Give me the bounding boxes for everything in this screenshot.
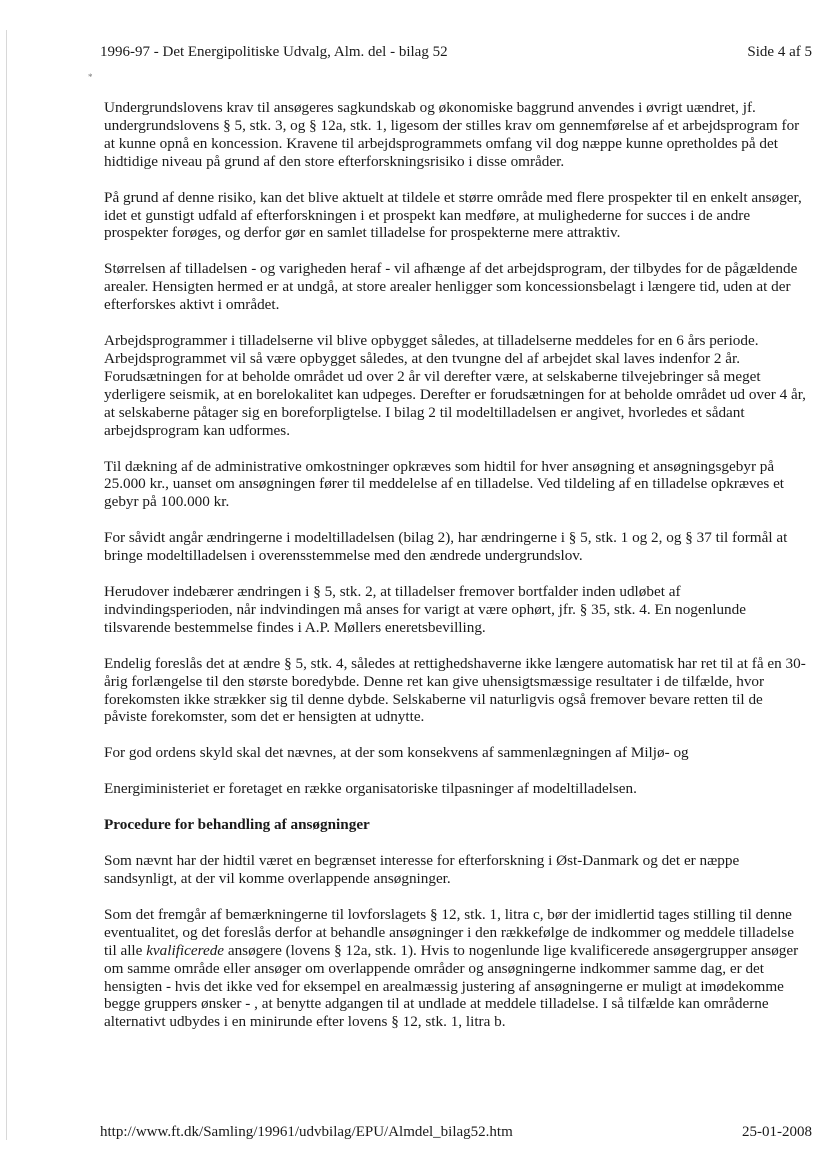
section-paragraph-2-part-2: ansøgere (lovens § 12a, stk. 1). Hvis to nogenlunde lige kvalificerede ansøgergrupper ansøger om samme område eller ansøger om overlappende områder og ansøgningerne indkommer samme dag, er det hensigten - hvis det ikke ved for eksempel en arealmæssig justering af ansøgningerne er muligt at imødekomme begge gruppers ønsker - , at benytte adgangen til at undlade at meddele tilladelse. I så tilfælde kan områderne alternativt udbydes i en minirunde efter lovens § 12, stk. 1, litra b. [104,941,799,1031]
paragraph-8: Endelig foreslås det at ændre § 5, stk. 4, således at rettighedshaverne ikke længere automatisk har ret til at få en 30-årig forlængelse til den største boredybde. Denne ret kan give uhensigtsmæssige resultater i de tilfælde, hvor forekomsten ikke strækker sig til denne dybde. Selskaberne vil naturligvis også fremover bevare retten til de påviste forekomster, som det er hensigten at udnytte. [104,654,806,726]
paragraph-2: På grund af denne risiko, kan det blive aktuelt at tildele et større område med flere prospekter til en enkelt ansøger, idet et gunstigt udfald af efterforskningen i et prospekt kan medføre, at mulighederne for succes i de andre prospekter forøges, og derfor gør en samlet tilladelse for prospekterne mere attraktiv. [104,188,802,242]
page-footer [100,1124,812,1144]
scan-speck: * [88,72,93,82]
paragraph-6: For såvidt angår ændringerne i modeltilladelsen (bilag 2), har ændringerne i § 5, stk. 1 og 2, og § 37 til formål at bringe modeltilladelsen i overensstemmelse med den ændrede undergrundslov. [104,529,788,565]
paragraph-1: Undergrundslovens krav til ansøgeres sagkundskab og økonomiske baggrund anvendes i øvrigt uændret, jf. undergrundslovens § 5, stk. 3, og § 12a, stk. 1, ligesom der stilles krav om gennemførelse af et arbejdsprogram for at kunne opnå en koncession. Kravene til arbejdsprogrammets omfang vil dog næppe kunne opretholdes på det hidtidige niveau på grund af den store efterforskningsrisiko i disse områder. [104,99,800,170]
page-number: Side 4 af 5 [747,44,812,60]
paragraph-7: Herudover indebærer ændringen i § 5, stk. 2, at tilladelser fremover bortfalder inden udløbet af indvindingsperioden, når indvindingen må anses for varigt at være ophørt, jfr. § 35, stk. 4. En nogenlunde tilsvarende bestemmelse findes i A.P. Møllers eneretsbevilling. [104,583,746,636]
emphasis-kvalificerede: kvalificerede [146,941,225,959]
document-title: 1996-97 - Det Energipolitiske Udvalg, Alm. del - bilag 52 [100,44,448,60]
source-url: http://www.ft.dk/Samling/19961/udvbilag/EPU/Almdel_bilag52.htm [100,1124,513,1140]
section-paragraph-2 [104,906,808,1031]
paragraph-10: Energiministeriet er foretaget en række organisatoriske tilpasninger af modeltilladelsen. [104,780,637,798]
section-heading: Procedure for behandling af ansøgninger [104,816,370,834]
document-body [104,99,808,1049]
paragraph-5: Til dækning af de administrative omkostninger opkræves som hidtil for hver ansøgning et ansøgningsgebyr på 25.000 kr., uanset om ansøgningen fører til meddelelse af en tilladelse. Ved tildeling af en tilladelse opkræves et gebyr på 100.000 kr. [104,457,785,511]
page-edge-line [6,30,7,1140]
section-paragraph-1: Som nævnt har der hidtil været en begrænset interesse for efterforskning i Øst-Danmark og det er næppe sandsynligt, at der vil komme overlappende ansøgninger. [104,852,740,887]
paragraph-3: Størrelsen af tilladelsen - og varigheden heraf - vil afhænge af det arbejdsprogram, der tilbydes for de pågældende arealer. Hensigten hermed er at undgå, at store arealer henligger som koncessionsbelagt i længere tid, uden at der efterforskes aktivt i området. [104,260,798,314]
page-header [100,44,812,66]
paragraph-4: Arbejdsprogrammer i tilladelserne vil blive opbygget således, at tilladelserne meddeles for en 6 års periode. Arbejdsprogrammet vil så være opbygget således, at den tvungne del af arbejdet skal laves indenfor 2 år. Forudsætningen for at beholde området ud over 2 år vil derefter være, at selskaberne tilvejebringer så meget yderligere seismik, at en borelokalitet kan udpeges. Derefter er forudsætningen for at beholde området ud over 4 år, at selskaberne påtager sig en boreforpligtelse. I bilag 2 til modeltilladelsen er angivet, hvorledes et sådant arbejdsprogram kan udformes. [104,332,806,439]
paragraph-9: For god ordens skyld skal det nævnes, at der som konsekvens af sammenlægningen af Miljø- og [104,744,689,762]
section-paragraph-2-part-1: Som det fremgår af bemærkningerne til lovforslagets § 12, stk. 1, litra c, bør der imidlertid tages stilling til denne eventualitet, og det foreslås derfor at behandle ansøgninger i den rækkefølge de indkommer og meddele tilladelse til alle [104,905,794,959]
print-date: 25-01-2008 [742,1124,812,1140]
